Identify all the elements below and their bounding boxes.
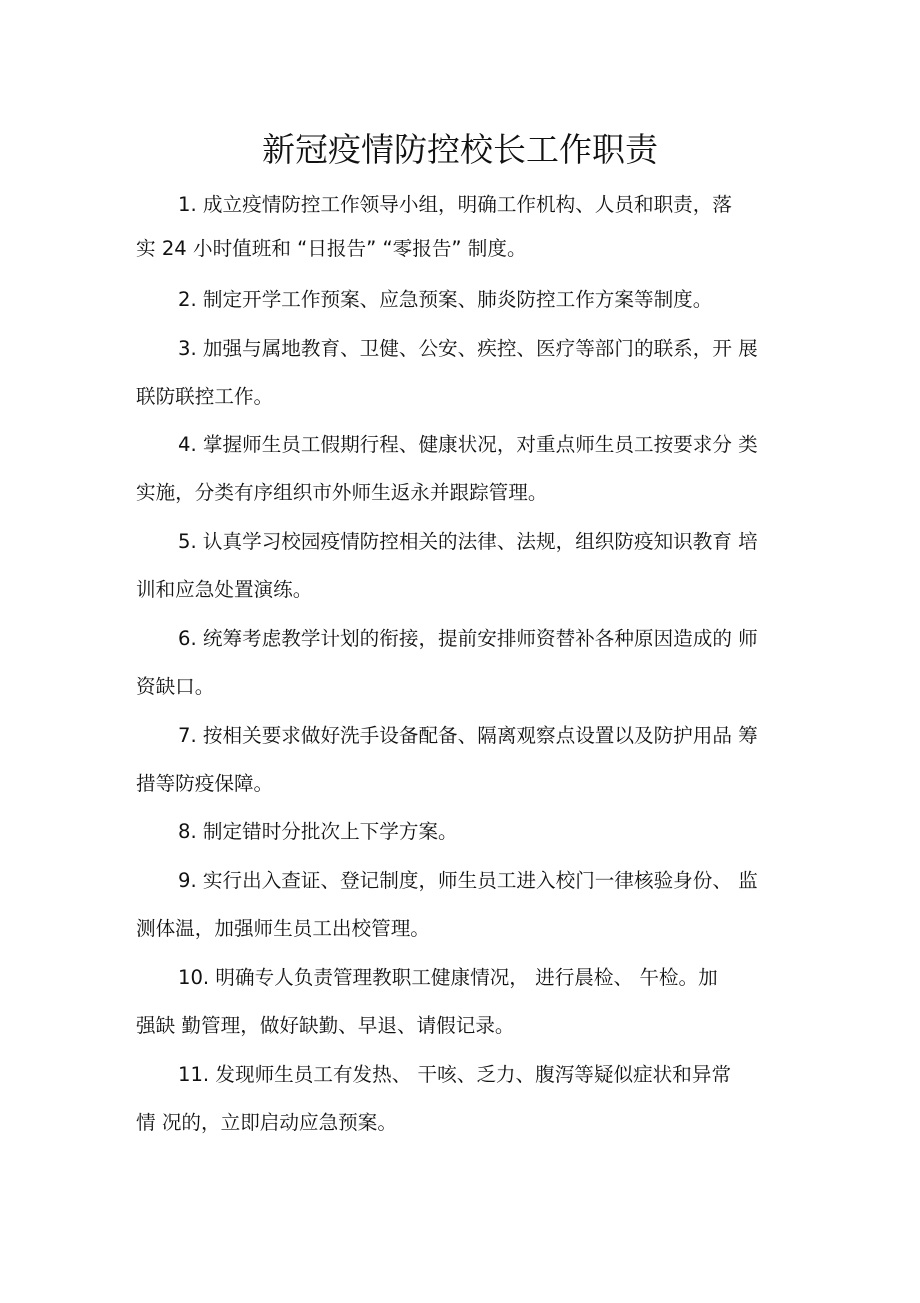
item-11-line-2: 情 况的，立即启动应急预案。 <box>136 1111 397 1134</box>
item-4-line-1: 4. 掌握师生员工假期行程、健康状况，对重点师生员工按要求分 类 <box>178 433 758 456</box>
item-10-line-1: 10. 明确专人负责管理教职工健康情况， 进行晨检、 午检。加 <box>178 966 718 989</box>
item-6-line-2: 资缺口。 <box>136 675 215 698</box>
item-11-line-1: 11. 发现师生员工有发热、 干咳、乏力、腹泻等疑似症状和异常 <box>178 1063 732 1086</box>
item-1-line-1: 1. 成立疫情防控工作领导小组，明确工作机构、人员和职责，落 <box>178 193 732 216</box>
item-4-line-2: 实施，分类有序组织市外师生返永并跟踪管理。 <box>136 481 548 504</box>
item-2-line-1: 2. 制定开学工作预案、应急预案、肺炎防控工作方案等制度。 <box>178 288 713 311</box>
item-5-line-1: 5. 认真学习校园疫情防控相关的法律、法规，组织防疫知识教育 培 <box>178 530 758 553</box>
item-7-line-1: 7. 按相关要求做好洗手设备配备、隔离观察点设置以及防护用品 筹 <box>178 724 758 747</box>
item-9-line-1: 9. 实行出入查证、登记制度，师生员工进入校门一律核验身份、 监 <box>178 869 758 892</box>
item-6-line-1: 6. 统筹考虑教学计划的衔接，提前安排师资替补各种原因造成的 师 <box>178 627 758 650</box>
item-10-line-2: 强缺 勤管理，做好缺勤、早退、请假记录。 <box>136 1014 515 1037</box>
item-3-line-1: 3. 加强与属地教育、卫健、公安、疾控、医疗等部门的联系，开 展 <box>178 337 758 360</box>
item-8-line-1: 8. 制定错时分批次上下学方案。 <box>178 820 458 843</box>
item-7-line-2: 措等防疫保障。 <box>136 772 274 795</box>
document-title: 新冠疫情防控校长工作职责 <box>262 130 658 169</box>
item-5-line-2: 训和应急处置演练。 <box>136 578 313 601</box>
item-9-line-2: 测体温，加强师生员工出校管理。 <box>136 917 430 940</box>
item-3-line-2: 联防联控工作。 <box>136 385 274 408</box>
item-1-line-2: 实 24 小时值班和 “日报告” “零报告” 制度。 <box>136 237 527 260</box>
